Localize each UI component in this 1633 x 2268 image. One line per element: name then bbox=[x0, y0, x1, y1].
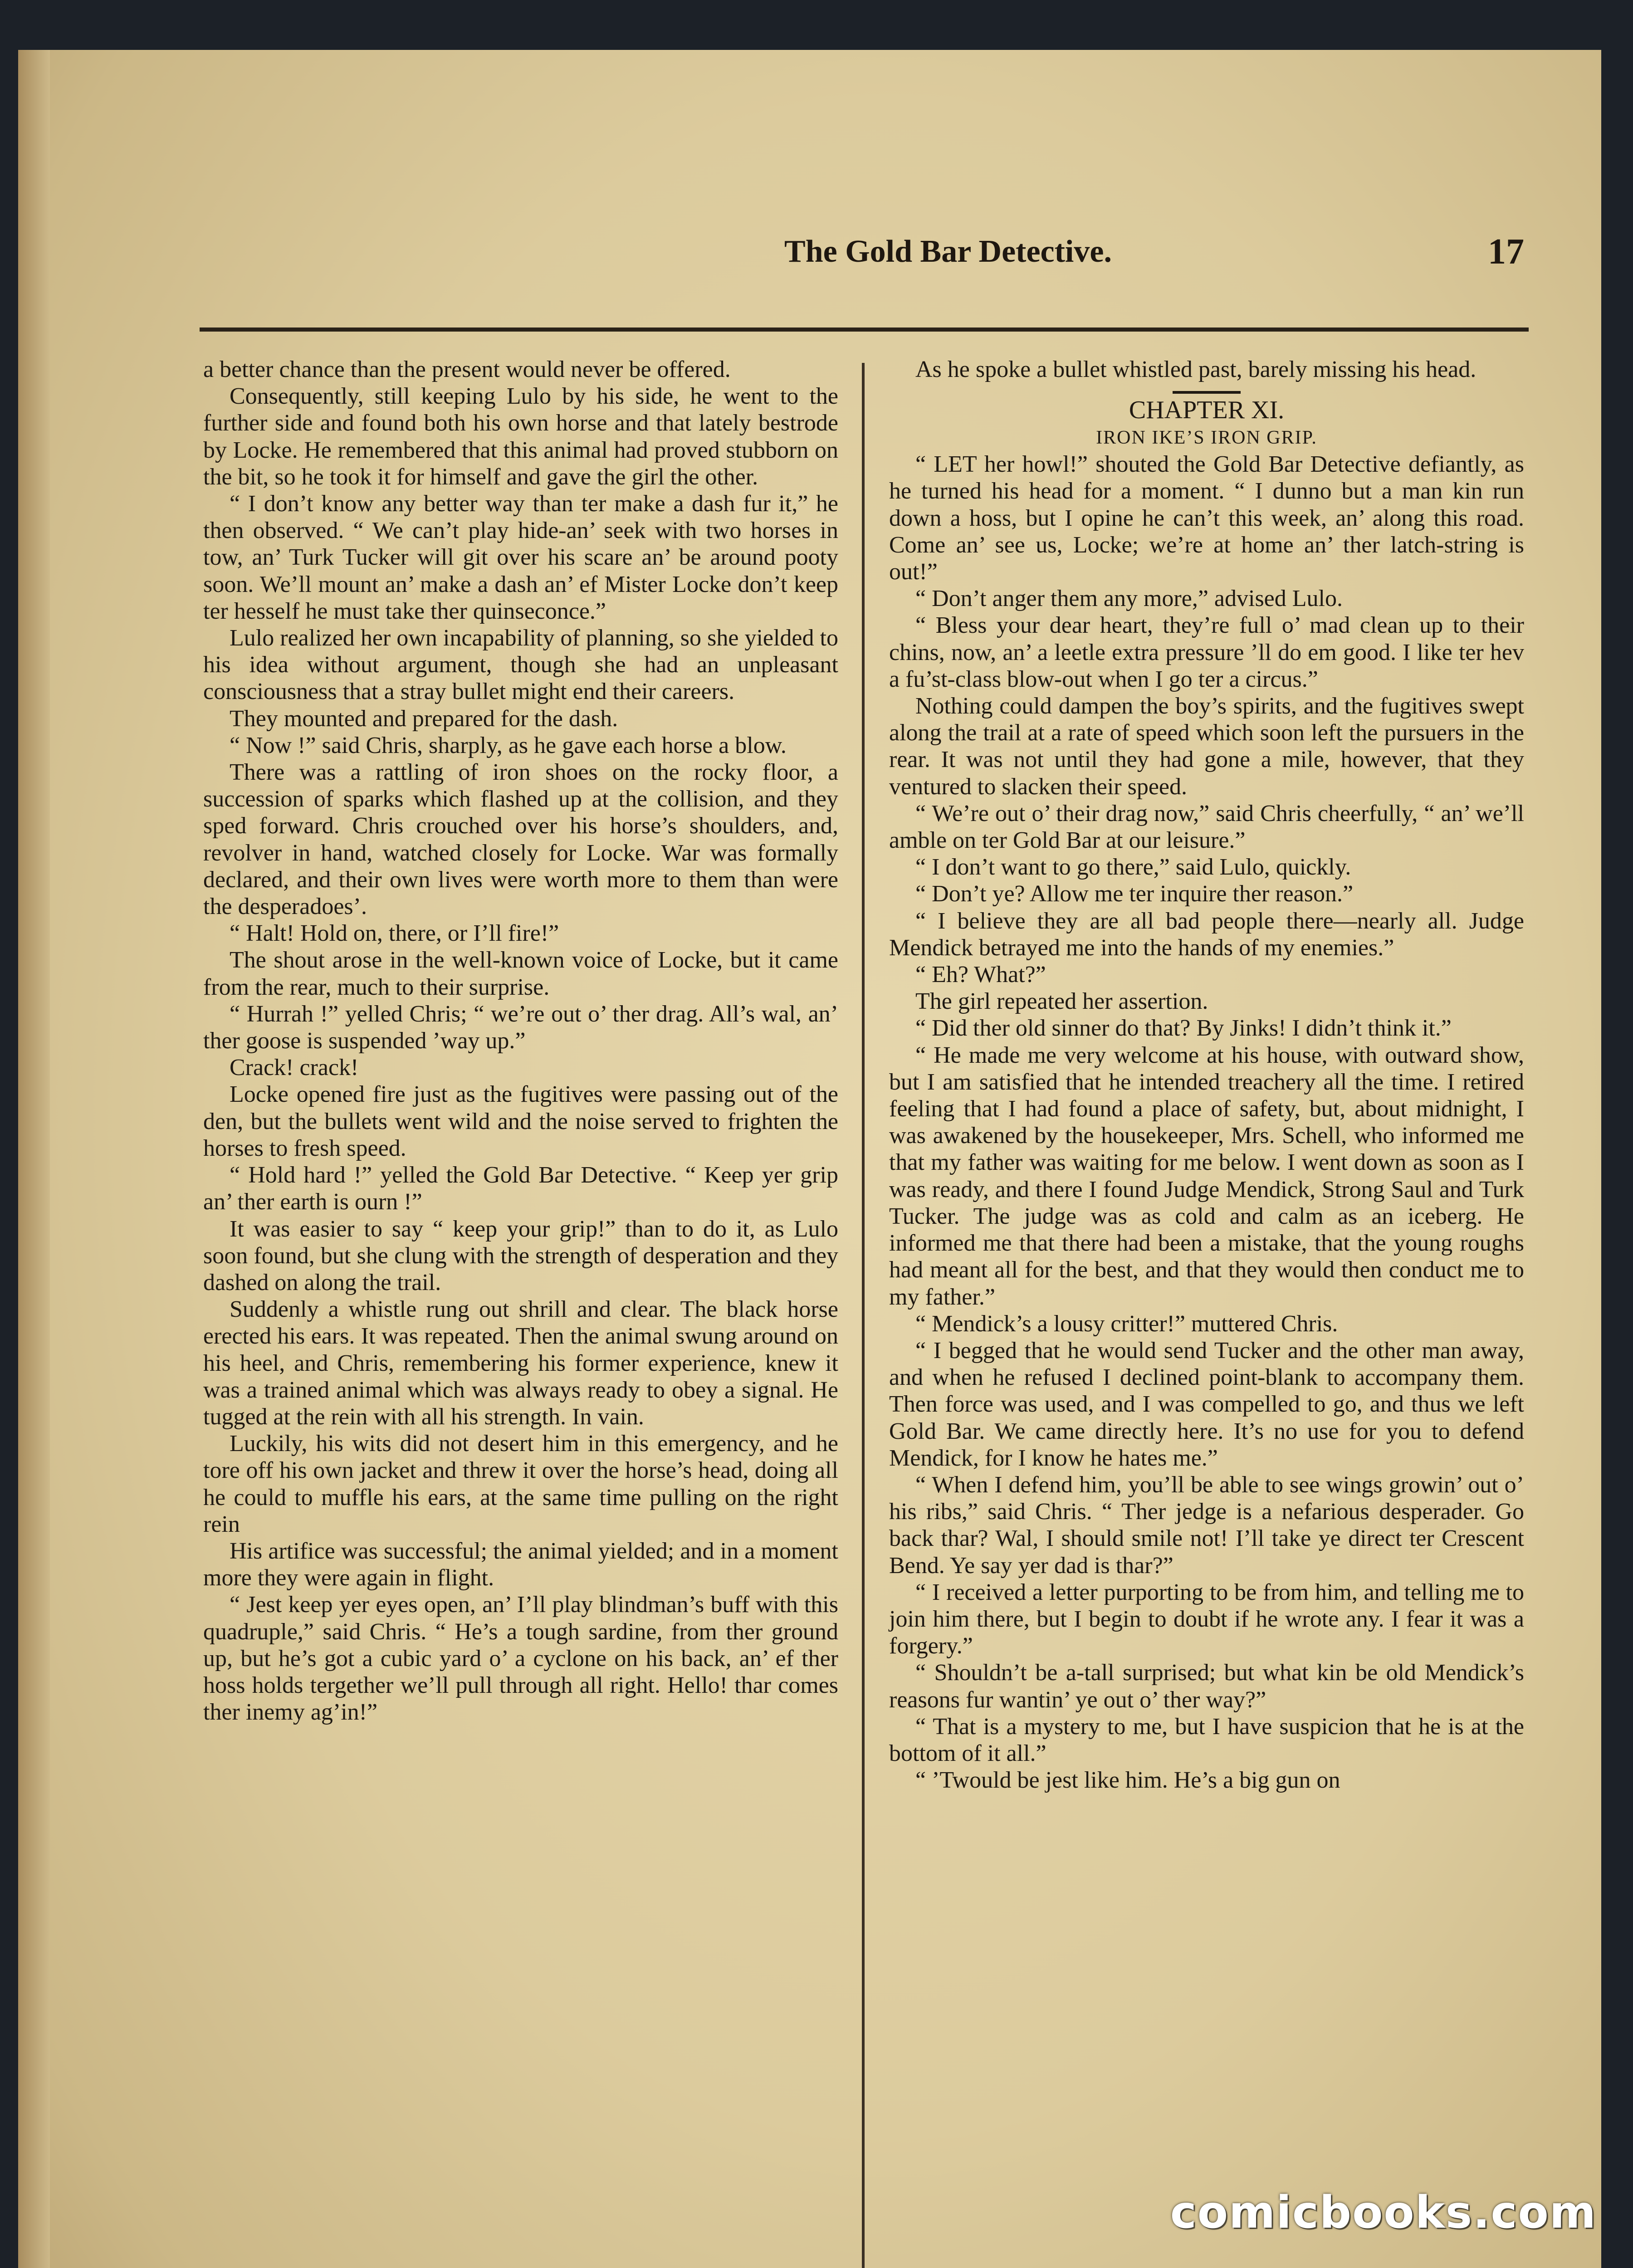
paragraph: “ I believe they are all bad people there—nearly all. Judge Mendick betrayed me into the hands of my enemies.” bbox=[889, 908, 1524, 961]
paragraph: Consequently, still keeping Lulo by his side, he went to the further side and found both his own horse and that lately bestrode by Locke. He remembered that this animal had proved stubborn on the bit, so he took it for himself and gave the girl the other. bbox=[203, 383, 838, 490]
site-watermark: comicbooks.com bbox=[1170, 2187, 1597, 2239]
paragraph: a better chance than the present would never be offered. bbox=[203, 357, 731, 382]
chapter-rule bbox=[1173, 391, 1241, 394]
paragraph: “ Don’t anger them any more,” advised Lulo. bbox=[915, 586, 1343, 612]
page-number: 17 bbox=[1488, 232, 1524, 272]
paragraph: “ Now !” said Chris, sharply, as he gave each horse a blow. bbox=[230, 732, 787, 758]
paragraph: “ I received a letter purporting to be from him, and telling me to join him there, but I begin to doubt if he wrote any. I fear it was a forgery.” bbox=[889, 1579, 1524, 1659]
paragraph: “ Jest keep yer eyes open, an’ I’ll play blindman’s buff with this quadruple,” said Chris. “ He’s a tough sardine, from ther ground up, but he’s got a cubic yard o’ a cyclone on his back, an’ ef ther hoss holds tergether we’ll pull through all right. Hello! thar comes ther inemy ag’in!” bbox=[203, 1592, 838, 1725]
magazine-page bbox=[18, 50, 1601, 2268]
paragraph: They mounted and prepared for the dash. bbox=[230, 705, 618, 732]
paragraph: “ LET her howl!” shouted the Gold Bar Detective defiantly, as he turned his head for a moment. “ I dunno but a man kin run down a hoss, but I opine he can’t this week, an’ along this road. Come an’ see us, Locke; we’re at home an’ ther latch-string is out!” bbox=[889, 451, 1524, 585]
chapter-heading: CHAPTER XI. bbox=[1129, 396, 1285, 425]
left-column bbox=[203, 356, 838, 1725]
paragraph: “ Halt! Hold on, there, or I’ll fire!” bbox=[230, 920, 559, 947]
paragraph: Lulo realized her own incapability of planning, so she yielded to his idea without argument, though she had an unpleasant consciousness that a stray bullet might end their careers. bbox=[203, 625, 838, 705]
paragraph: “ I don’t know any better way than ter make a dash fur it,” he then observed. “ We can’t play hide-an’ seek with two horses in tow, an’ Turk Tucker will git over his scare an’ be around pooty soon. We’ll mount an’ make a dash an’ ef Mister Locke don’t keep ter hesself he must take ther quinseconce.” bbox=[203, 491, 838, 624]
header-rule bbox=[200, 327, 1529, 332]
right-column bbox=[889, 356, 1524, 1794]
paragraph: Locke opened fire just as the fugitives were passing out of the den, but the bullets went wild and the noise served to frighten the horses to fresh speed. bbox=[203, 1081, 838, 1161]
paragraph: “ Don’t ye? Allow me ter inquire ther reason.” bbox=[915, 881, 1354, 907]
paragraph: It was easier to say “ keep your grip!” than to do it, as Lulo soon found, but she clung with the strength of desperation and they dashed on along the trail. bbox=[203, 1216, 838, 1295]
column-divider bbox=[862, 363, 865, 2268]
paragraph: “ Shouldn’t be a-tall surprised; but what kin be old Mendick’s reasons fur wantin’ ye out o’ ther way?” bbox=[889, 1660, 1524, 1713]
paragraph: “ Hold hard !” yelled the Gold Bar Detective. “ Keep yer grip an’ ther earth is ourn !” bbox=[203, 1162, 838, 1215]
paragraph: “ ’Twould be jest like him. He’s a big gun on bbox=[915, 1767, 1340, 1794]
paragraph: “ Did ther old sinner do that? By Jinks! I didn’t think it.” bbox=[915, 1015, 1452, 1041]
paragraph: As he spoke a bullet whistled past, barely missing his head. bbox=[915, 357, 1477, 382]
paragraph: “ Mendick’s a lousy critter!” muttered Chris. bbox=[915, 1310, 1338, 1337]
paragraph: His artifice was successful; the animal yielded; and in a moment more they were again in flight. bbox=[203, 1538, 838, 1591]
paragraph: “ Bless your dear heart, they’re full o’ mad clean up to their chins, now, an’ a leetle extra pressure ’ll do em good. I like ter hev a fu’st-class blow-out when I go ter a circus.” bbox=[889, 612, 1524, 692]
running-title: The Gold Bar Detective. bbox=[784, 234, 1112, 269]
running-header bbox=[204, 218, 1524, 286]
paragraph: “ I begged that he would send Tucker and the other man away, and when he refused I declined point-blank to accompany them. Then force was used, and I was compelled to go, and thus we left Gold Bar. We came directly here. It’s no use for you to defend Mendick, for I know he hates me.” bbox=[889, 1337, 1524, 1471]
paragraph: There was a rattling of iron shoes on the rocky floor, a succession of sparks which flashed up at the collision, and they sped forward. Chris crouched over his horse’s shoulders, and, revolver in hand, watched closely for Locke. War was formally declared, and their own lives were worth more to them than were the desperadoes’. bbox=[203, 759, 838, 920]
paragraph: Suddenly a whistle rung out shrill and clear. The black horse erected his ears. It was repeated. Then the animal swung around on his heel, and Chris, remembering his former experience, knew it was a trained animal which was always ready to obey a signal. He tugged at the rein with all his strength. In vain. bbox=[203, 1296, 838, 1430]
paragraph: “ He made me very welcome at his house, with outward show, but I am satisfied that he intended treachery all the time. I retired feeling that I had found a place of safety, but, about midnight, I was awakened by the housekeeper, Mrs. Schell, who informed me that my father was waiting for me below. I went down as soon as I was ready, and there I found Judge Mendick, Strong Saul and Turk Tucker. The judge was as cold and calm as an iceberg. He informed me that there had been a mistake, that the young roughs had meant all for the best, and that they would then conduct me to my father.” bbox=[889, 1042, 1524, 1310]
paragraph: “ I don’t want to go there,” said Lulo, quickly. bbox=[915, 854, 1351, 880]
paragraph: “ We’re out o’ their drag now,” said Chris cheerfully, “ an’ we’ll amble on ter Gold Bar at our leisure.” bbox=[889, 800, 1524, 854]
chapter-subtitle: IRON IKE’S IRON GRIP. bbox=[1096, 427, 1317, 449]
paragraph: The girl repeated her assertion. bbox=[915, 988, 1208, 1015]
paragraph: The shout arose in the well-known voice of Locke, but it came from the rear, much to their surprise. bbox=[203, 947, 838, 1000]
paragraph: Crack! crack! bbox=[230, 1055, 359, 1081]
paragraph: “ That is a mystery to me, but I have suspicion that he is at the bottom of it all.” bbox=[889, 1713, 1524, 1766]
paragraph: Luckily, his wits did not desert him in this emergency, and he tore off his own jacket and threw it over the horse’s head, doing all he could to muffle his ears, at the same time pulling on the right rein bbox=[203, 1431, 838, 1537]
page-spine bbox=[18, 50, 50, 2268]
paragraph: “ Hurrah !” yelled Chris; “ we’re out o’ ther drag. All’s wal, an’ ther goose is suspended ’way up.” bbox=[203, 1001, 838, 1054]
paragraph: Nothing could dampen the boy’s spirits, and the fugitives swept along the trail at a rate of speed which soon left the pursuers in the rear. It was not until they had gone a mile, however, that they ventured to slacken their speed. bbox=[889, 693, 1524, 800]
paragraph: “ When I defend him, you’ll be able to see wings growin’ out o’ his ribs,” said Chris. “ Ther jedge is a nefarious desperader. Go back thar? Wal, I should smile not! I’ll take ye direct ter Crescent Bend. Ye say yer dad is thar?” bbox=[889, 1471, 1524, 1579]
paragraph: “ Eh? What?” bbox=[915, 962, 1046, 988]
